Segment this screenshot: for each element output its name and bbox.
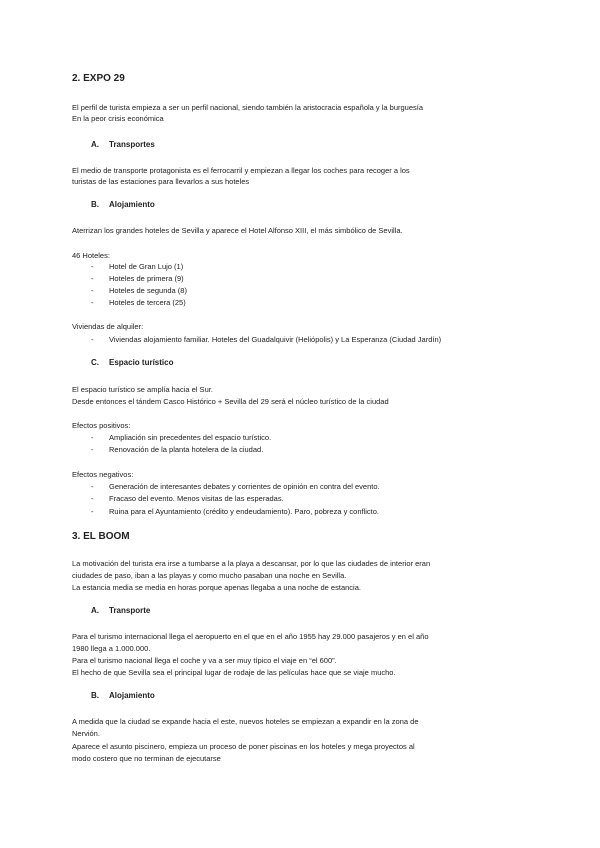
s2-a-text-line-1: El medio de transporte protagonista es el ferrocarril y empiezan a llegar los coches para recoger a los xyxy=(72,166,410,175)
s3-subsection-a-heading xyxy=(91,606,150,615)
s3-intro-line-3: La estancia media se media en horas porque apenas llegaba a una noche de estancia. xyxy=(72,583,361,592)
list-item: - Renovación de la planta hotelera de la ciudad. xyxy=(91,445,264,454)
s2-c-text-line-1: El espacio turístico se amplía hacia el Sur. xyxy=(72,385,213,394)
s3-a-title: Transporte xyxy=(109,606,151,615)
s2-c-text-line-2: Desde entonces el tándem Casco Histórico + Sevilla del 29 será el núcleo turístico de la ciudad xyxy=(72,397,389,406)
s2-b-title: Alojamiento xyxy=(109,200,155,209)
list-item: - Generación de interesantes debates y corrientes de opinión en contra del evento. xyxy=(91,482,380,491)
s3-intro-line-1: La motivación del turista era irse a tumbarse a la playa a descansar, por lo que las ciudades de interior eran xyxy=(72,559,431,568)
section-3-title: 3. EL BOOM xyxy=(72,531,130,542)
s3-b-text-line-3: Aparece el asunto piscinero, empieza un proceso de poner piscinas en los hoteles y mega proyectos al xyxy=(72,742,415,751)
list-item: - Hotel de Gran Lujo (1) xyxy=(91,262,184,271)
s2-b-text: Aterrizan los grandes hoteles de Sevilla y aparece el Hotel Alfonso XIII, el más simbólico de Sevilla. xyxy=(72,226,403,235)
s2-c-positivos-label: Efectos positivos: xyxy=(72,421,131,430)
s3-a-text-line-3: Para el turismo nacional llega el coche y va a ser muy típico el viaje en “el 600”. xyxy=(72,656,337,665)
s2-intro-line-2: En la peor crisis económica xyxy=(72,114,164,123)
s2-a-title: Transportes xyxy=(109,140,155,149)
s3-a-text-line-1: Para el turismo internacional llega el aeropuerto en el que en el año 1955 hay 29.000 pasajeros y en el año xyxy=(72,632,429,641)
s3-b-text-line-2: Nervión. xyxy=(72,729,100,738)
s2-subsection-b-heading xyxy=(91,200,155,209)
s2-a-letter: A. xyxy=(91,140,99,149)
s3-a-letter: A. xyxy=(91,606,99,615)
list-item: - Ampliación sin precedentes del espacio turístico. xyxy=(91,433,272,442)
s2-subsection-c-heading xyxy=(91,358,173,367)
s3-b-text-line-1: A medida que la ciudad se expande hacia el este, nuevos hoteles se empiezan a expandir en la zona de xyxy=(72,717,419,726)
s2-c-title: Espacio turístico xyxy=(109,358,174,367)
s3-intro-line-2: ciudades de paso, iban a las playas y como mucho pasaban una noche en Sevilla. xyxy=(72,571,347,580)
list-item: - Fracaso del evento. Menos visitas de las esperadas. xyxy=(91,494,284,503)
s3-b-text-line-4: modo costero que no terminan de ejecutarse xyxy=(72,754,221,763)
s2-b-viviendas-label: Viviendas de alquiler: xyxy=(72,322,144,331)
s2-b-hoteles-label: 46 Hoteles: xyxy=(72,251,110,260)
s3-a-text-line-4: El hecho de que Sevilla sea el principal lugar de rodaje de las películas hace que se viaje mucho. xyxy=(72,668,396,677)
s2-c-letter: C. xyxy=(91,358,99,367)
list-item: - Ruina para el Ayuntamiento (crédito y endeudamiento). Paro, pobreza y conflicto. xyxy=(91,507,380,516)
list-item: - Hoteles de primera (9) xyxy=(91,274,184,283)
list-item: - Viviendas alojamiento familiar. Hoteles del Guadalquivir (Heliópolis) y La Esperanza (Ciudad Jardín) xyxy=(91,335,442,344)
s2-subsection-a-heading xyxy=(91,140,155,149)
s2-a-text-line-2: turistas de las estaciones para llevarlos a sus hoteles xyxy=(72,177,250,186)
s2-b-letter: B. xyxy=(91,200,99,209)
section-2-title: 2. EXPO 29 xyxy=(72,73,125,84)
list-item: - Hoteles de segunda (8) xyxy=(91,286,187,295)
s3-b-title: Alojamiento xyxy=(109,691,155,700)
s2-c-negativos-label: Efectos negativos: xyxy=(72,470,134,479)
list-item: - Hoteles de tercera (25) xyxy=(91,298,186,307)
s2-intro-line-1: El perfil de turista empieza a ser un perfil nacional, siendo también la aristocracia española y la burguesía xyxy=(72,103,424,112)
s3-subsection-b-heading xyxy=(91,691,155,700)
s3-b-letter: B. xyxy=(91,691,99,700)
s3-a-text-line-2: 1980 llega a 1.000.000. xyxy=(72,644,151,653)
